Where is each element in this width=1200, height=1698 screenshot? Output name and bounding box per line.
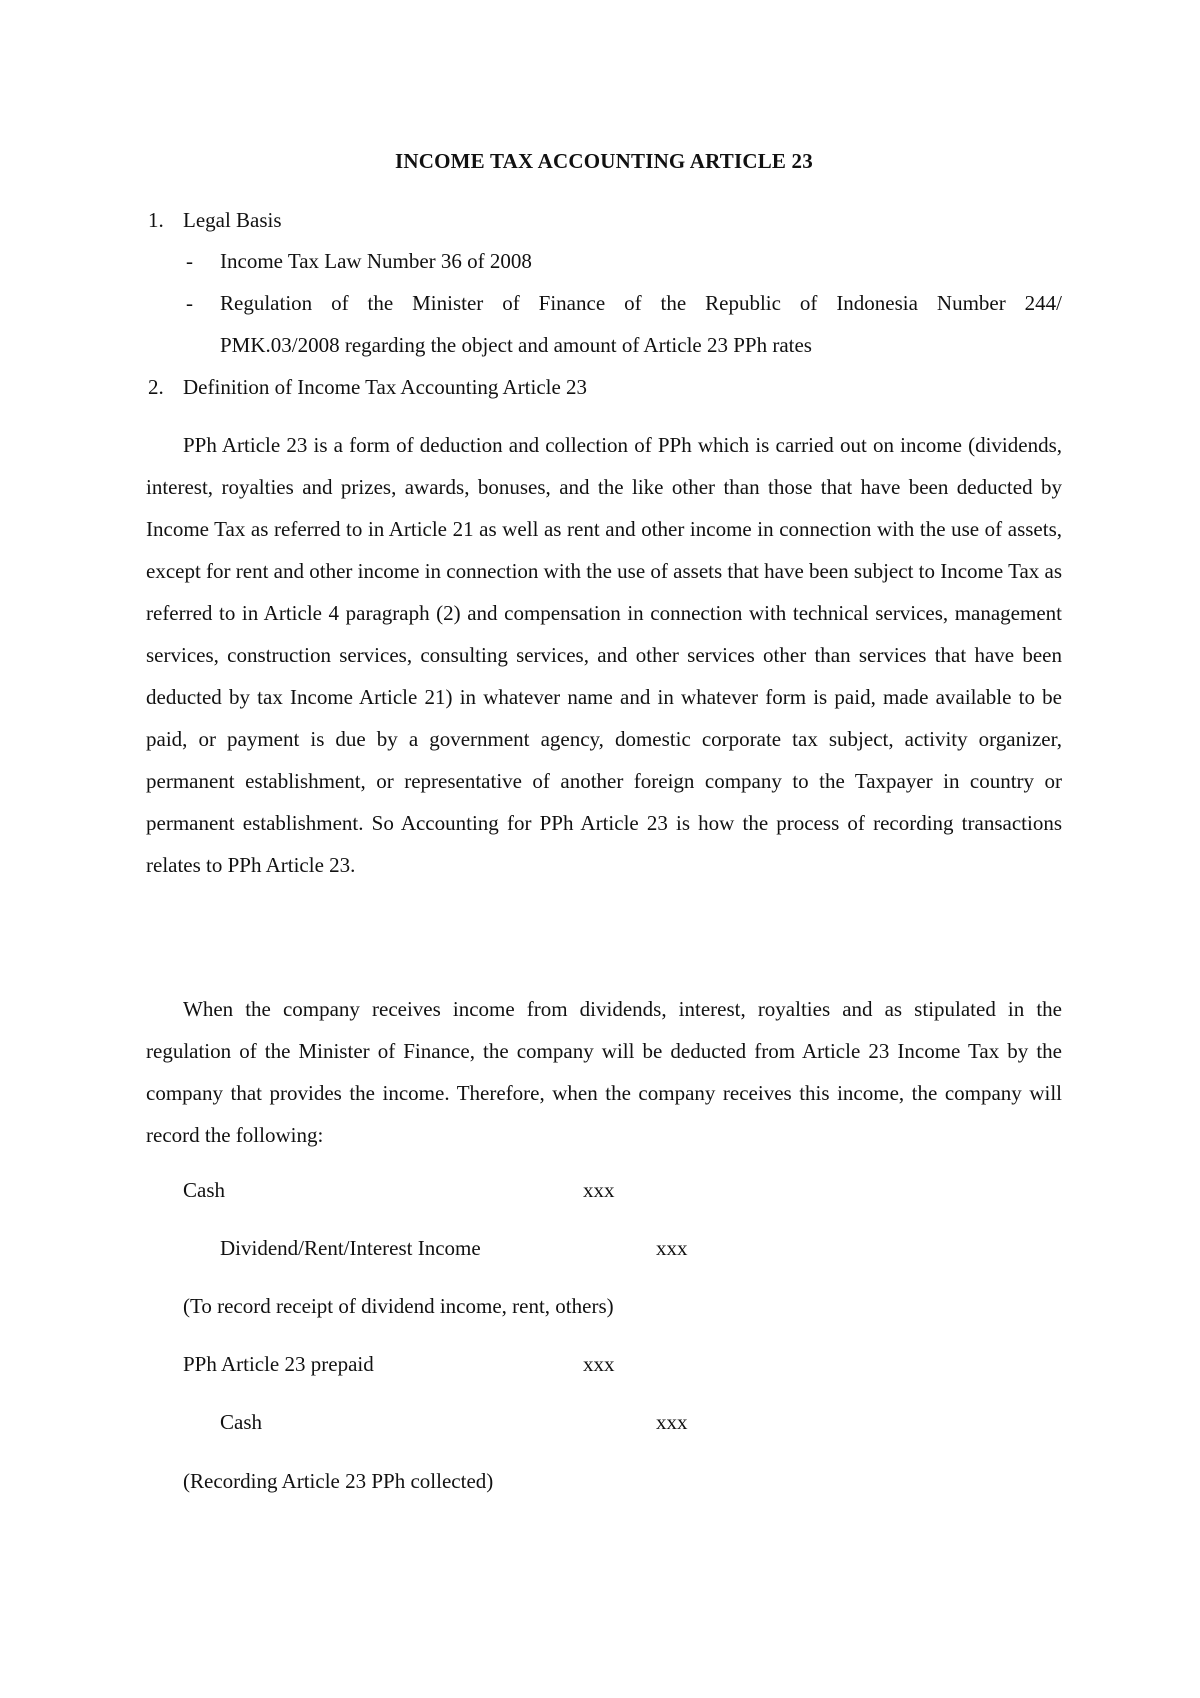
journal-account: PPh Article 23 prepaid [183, 1352, 374, 1376]
bullet-marker: - [186, 291, 193, 315]
journal-debit-amount: xxx [583, 1178, 615, 1202]
income-paragraph: When the company receives income from dividends, interest, royalties and as stipulated in the regulation of the Minister of Finance, the company will be deducted from Article 23 Income Tax by the company that provides the income. Therefore, when the company receives this income, the company will record the following: [146, 997, 1062, 1147]
journal-debit-amount: xxx [583, 1352, 615, 1376]
bullet-text: Regulation of the Minister of Finance of the Republic of Indonesia Number 244/ [220, 291, 1062, 315]
journal-credit-amount: xxx [656, 1410, 688, 1434]
journal-account: Dividend/Rent/Interest Income [220, 1236, 481, 1260]
journal-account: Cash [183, 1178, 225, 1202]
bullet-text: Income Tax Law Number 36 of 2008 [220, 249, 532, 273]
document-title: INCOME TAX ACCOUNTING ARTICLE 23 [395, 149, 813, 173]
section-number: 1. [148, 208, 164, 232]
bullet-text-continued: PMK.03/2008 regarding the object and amount of Article 23 PPh rates [220, 333, 812, 357]
definition-paragraph: PPh Article 23 is a form of deduction and collection of PPh which is carried out on income (dividends, interest, royalties and prizes, awards, bonuses, and the like other than those that have been deducted by Income Tax as referred to in Article 21 as well as rent and other income in connection with the use of assets, except for rent and other income in connection with the use of assets that have been subject to Income Tax as referred to in Article 4 paragraph (2) and compensation in connection with technical services, management services, construction services, consulting services, and other services other than services that have been deducted by tax Income Article 21) in whatever name and in whatever form is paid, made available to be paid, or payment is due by a government agency, domestic corporate tax subject, activity organizer, permanent establishment, or representative of another foreign company to the Taxpayer in country or permanent establishment. So Accounting for PPh Article 23 is how the process of recording transactions relates to PPh Article 23. [146, 433, 1063, 877]
section-number: 2. [148, 375, 164, 399]
journal-note: (To record receipt of dividend income, rent, others) [183, 1294, 614, 1318]
bullet-marker: - [186, 249, 193, 273]
journal-account: Cash [220, 1410, 262, 1434]
section-heading-legal-basis: Legal Basis [183, 208, 282, 232]
section-heading-definition: Definition of Income Tax Accounting Article 23 [183, 375, 588, 399]
journal-note: (Recording Article 23 PPh collected) [183, 1469, 494, 1493]
journal-credit-amount: xxx [656, 1236, 688, 1260]
